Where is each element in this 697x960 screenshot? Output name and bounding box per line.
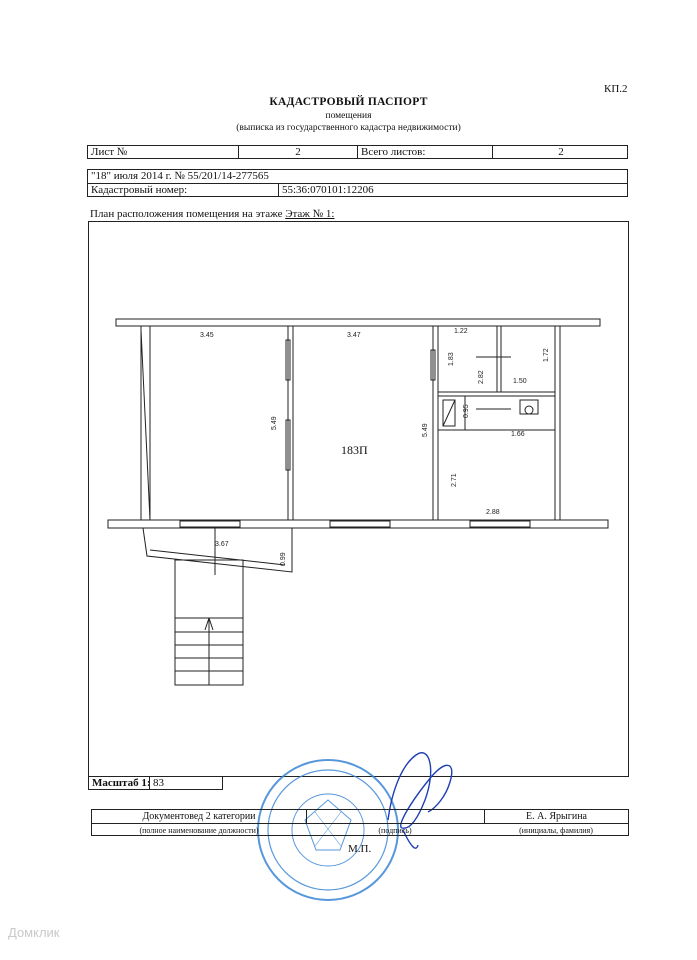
signer-name: Е. А. Ярыгина [484,810,628,823]
dim-room3-bottom: 2.88 [486,509,500,516]
dim-porch-depth: 0.99 [280,552,287,566]
stamp-label: М.П. [348,843,372,855]
position-caption: (полное наименование должности) [92,823,306,836]
sheet-number: 2 [238,146,357,158]
name-caption: (инициалы, фамилия) [484,823,628,836]
dim-room3-h1: 1.83 [448,352,455,366]
scale-box [88,777,223,790]
dim-room2-height: 5.49 [422,423,429,437]
building-wall-top [116,319,600,326]
date-line: "18" июля 2014 г. № 55/201/14-277565 [91,170,269,182]
sheet-total-label: Всего листов: [357,146,492,158]
toilet-icon [520,400,538,414]
document-subtitle: помещения [325,111,372,121]
dim-room3-lower: 2.71 [451,473,458,487]
room-id-label: 183П [341,443,368,457]
watermark: Домклик [8,925,60,940]
plan-floor: Этаж № 1: [285,208,335,220]
dim-room3-top: 1.22 [454,328,468,335]
dim-room3-h2: 2.82 [478,370,485,384]
cadastral-label: Кадастровый номер: [91,184,188,196]
signature-caption: (подпись) [306,823,484,836]
scale-value: 83 [149,777,164,789]
dim-wc-height: 1.72 [543,348,550,362]
dim-porch-width: 3.67 [215,541,229,548]
dim-room1-height: 5.49 [271,416,278,430]
signature-field [306,810,484,823]
position-title: Документовед 2 категории [142,811,256,822]
dim-bath-width: 1.66 [511,431,525,438]
dim-corridor: 0.95 [463,404,470,418]
document-subtitle-note: (выписка из государственного кадастра недвижимости) [236,123,461,133]
dim-room2-width: 3.47 [347,332,361,339]
dim-room1-width: 3.45 [200,332,214,339]
form-code: КП.2 [604,83,628,95]
scale-label: Масштаб 1: [92,777,151,789]
plan-label-prefix: План расположения помещения на этаже [90,208,286,220]
signature-table [91,809,629,836]
document-title: КАДАСТРОВЫЙ ПАСПОРТ [269,96,428,108]
sheet-total: 2 [492,146,629,158]
cadastral-number: 55:36:070101:12206 [278,184,629,196]
sheet-label: Лист № [91,146,128,158]
dim-wc-width: 1.50 [513,378,527,385]
